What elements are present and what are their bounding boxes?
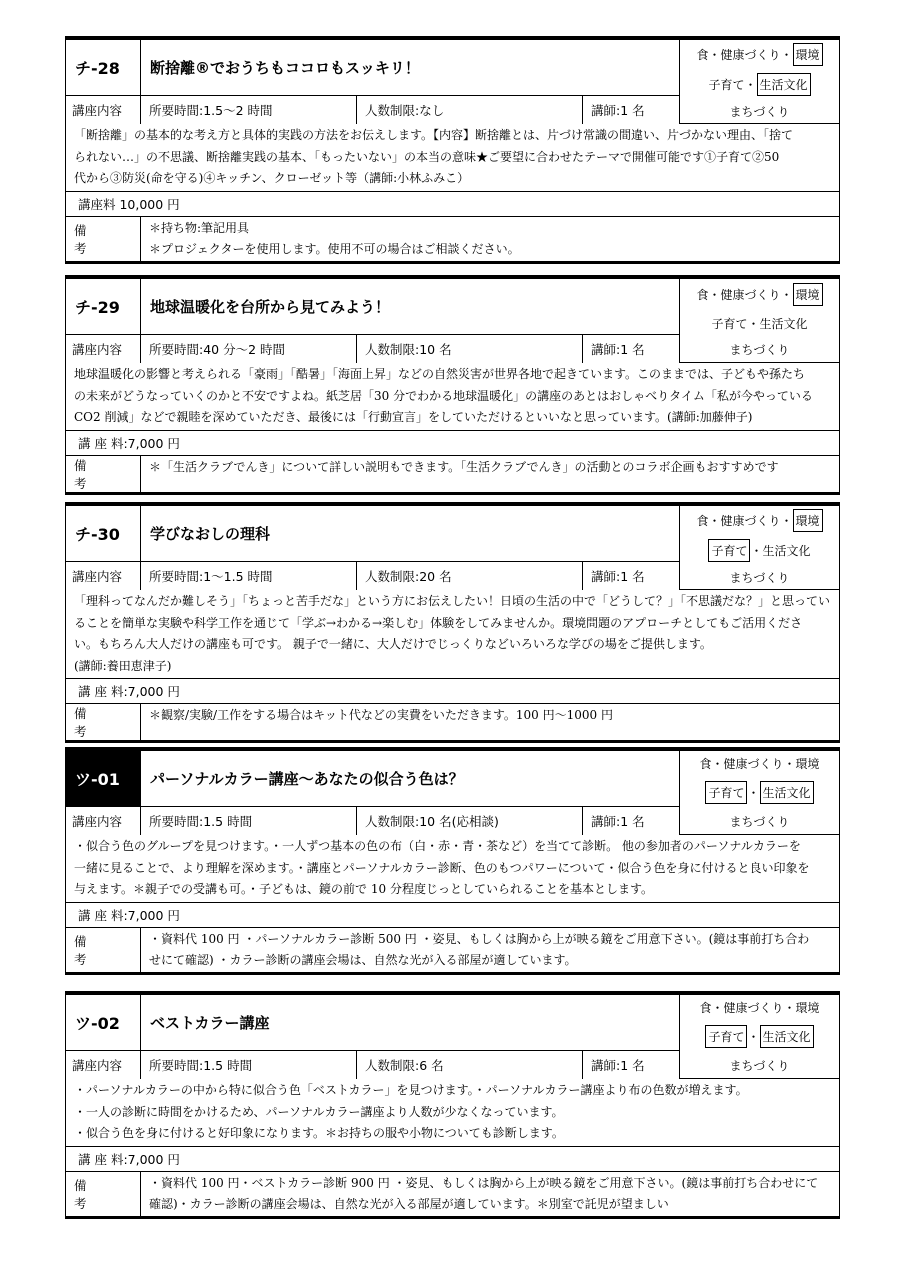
category-environment-selected: 環境: [793, 283, 823, 306]
remarks-line: ＊「生活クラブでんき」について詳しい説明もできます。「生活クラブでんき」の活動とのコラボ企画もおすすめです: [149, 459, 779, 474]
course-card-tsu-01: [65, 747, 840, 975]
content-label: 講座内容: [66, 96, 141, 124]
category-food-health: 食・健康づくり・: [699, 757, 796, 772]
remarks-line: ＊観察/実験/工作をする場合はキット代などの実費をいただきます。100 円〜1000 円: [149, 708, 613, 722]
course-description: [66, 363, 839, 431]
course-code: チ-29: [66, 279, 141, 334]
course-description: [66, 1079, 839, 1147]
category-life-culture-selected: 生活文化: [757, 73, 811, 96]
description-line: られない…」の不思議、断捨離実践の基本、「もったいない」の本当の意味★ご要望に合わせたテーマで開催可能です①子育て②50: [74, 149, 780, 164]
category-separator: ・: [750, 543, 763, 558]
duration: 所要時間:40 分〜2 時間: [141, 335, 357, 363]
course-fee: 講 座 料:7,000 円: [78, 435, 180, 451]
category-environment: 環境: [795, 1001, 820, 1016]
description-line: 地球温暖化の影響と考えられる「豪雨」「酷暑」「海面上昇」などの自然災害が世界各地で起きています。このままでは、子どもや孫たち: [74, 367, 806, 381]
description-line: 与えます。＊親子での受講も可。・子どもは、鏡の前で 10 分程度じっとしていられることを基本とします。: [74, 882, 653, 896]
instructor-count: 講師:1 名: [591, 103, 645, 118]
remarks-label: 備 考: [66, 704, 141, 740]
course-description: [66, 124, 839, 192]
description-line: 「断捨離」の基本的な考え方と具体的実践の方法をお伝えします。【内容】断捨離とは、片づけ常識の間違い、片づかない理由、「捨て: [74, 128, 794, 142]
course-title: 学びなおしの理科: [150, 525, 271, 543]
course-card-chi-29: [65, 275, 840, 495]
category-separator: ・: [747, 785, 760, 800]
capacity: 人数制限:10 名: [357, 335, 583, 363]
course-remarks: [141, 928, 839, 972]
description-line: ・似合う色を身に付けると好印象になります。＊お持ちの服や小物についても診断します。: [74, 1126, 564, 1140]
capacity: 人数制限:なし: [357, 96, 583, 124]
course-description: [66, 835, 839, 903]
duration: 所要時間:1.5 時間: [141, 1051, 357, 1079]
course-remarks: [141, 1172, 839, 1216]
duration: 所要時間:1〜1.5 時間: [141, 562, 357, 590]
category-food-health: 食・健康づくり・: [696, 514, 793, 529]
description-line: ることを簡単な実験や科学工作を通じて「学ぶ→わかる→楽しむ」体験をしてみませんか。環境問題のアプローチとしてもご活用くださ: [74, 615, 803, 630]
remarks-label: 備 考: [66, 1172, 141, 1216]
category-food-health: 食・健康づくり・: [696, 48, 793, 63]
course-code: ツ-01: [66, 751, 141, 806]
course-description: [66, 590, 839, 679]
category-town-development: まちづくり: [729, 570, 790, 585]
content-label: 講座内容: [66, 807, 141, 835]
category-environment-selected: 環境: [793, 43, 823, 66]
capacity: 人数制限:10 名(応相談): [357, 807, 583, 835]
course-code: チ-30: [66, 506, 141, 561]
course-code: ツ-02: [66, 995, 141, 1050]
course-title: ベストカラー講座: [150, 1014, 270, 1032]
category-childcare-selected: 子育て: [705, 781, 747, 804]
remarks-line: ・資料代 100 円・ベストカラー診断 900 円 ・姿見、もしくは胸から上が映る鏡をご用意下さい。(鏡は事前打ち合わせにて: [149, 1175, 819, 1190]
course-remarks: [141, 704, 839, 740]
category-tags: [679, 995, 839, 1079]
course-card-tsu-02: [65, 991, 840, 1219]
course-fee: 講 座 料:7,000 円: [78, 1151, 180, 1167]
description-line: ・一人の診断に時間をかけるため、パーソナルカラー講座より人数が少なくなっています。: [74, 1104, 564, 1119]
category-tags: [679, 40, 839, 124]
content-label: 講座内容: [66, 562, 141, 590]
category-life-culture: 生活文化: [762, 543, 811, 558]
category-separator: ・: [747, 1029, 760, 1044]
remarks-label: 備 考: [66, 456, 141, 492]
category-childcare: 子育て: [708, 77, 745, 92]
category-food-health: 食・健康づくり・: [696, 288, 793, 303]
description-line: 一緒に見ることで、より理解を深めます。・講座とパーソナルカラー診断、色のもつパワーについて・似合う色を身に付けると良い印象を: [74, 860, 810, 875]
category-town-development: まちづくり: [729, 342, 790, 357]
description-line: の未来がどうなっていくのかと不安ですよね。紙芝居「30 分でわかる地球温暖化」の講座のあとはおしゃべりタイム「私が今やっている: [74, 388, 813, 403]
instructor-count: 講師:1 名: [591, 569, 645, 584]
duration: 所要時間:1.5 時間: [141, 807, 357, 835]
course-title: パーソナルカラー講座〜あなたの似合う色は？: [150, 770, 464, 788]
remarks-line: せにて確認) ・カラー診断の講座会場は、自然な光が入る部屋が適しています。: [149, 952, 577, 967]
course-fee: 講 座 料:7,000 円: [78, 684, 180, 699]
category-childcare-selected: 子育て: [708, 539, 750, 562]
category-town-development: まちづくり: [729, 814, 790, 829]
category-tags: [679, 751, 839, 835]
course-code: チ-28: [66, 40, 141, 95]
capacity: 人数制限:20 名: [357, 562, 583, 590]
capacity: 人数制限:6 名: [357, 1051, 583, 1079]
description-line: 代から③防災(命を守る)④キッチン、クローゼット等（講師:小林ふみこ）: [74, 171, 470, 185]
description-line: 「理科ってなんだか難しそう」「ちょっと苦手だな」という方にお伝えしたい！日頃の生活の中で「どうして？」「不思議だな？」と思ってい: [74, 594, 831, 608]
category-life-culture-selected: 生活文化: [760, 1025, 814, 1048]
description-line: い。もちろん大人だけの講座も可です。 親子で一緒に、大人だけでじっくりなどいろいろな学びの場をご提供します。: [74, 637, 712, 651]
category-separator: ・: [744, 77, 757, 92]
course-title: 地球温暖化を台所から見てみよう！: [150, 298, 391, 316]
course-card-chi-28: [65, 36, 840, 264]
category-life-culture: 生活文化: [759, 316, 808, 331]
category-childcare-selected: 子育て: [705, 1025, 747, 1048]
category-food-health: 食・健康づくり・: [699, 1001, 796, 1016]
instructor-count: 講師:1 名: [591, 814, 645, 829]
category-town-development: まちづくり: [729, 104, 790, 119]
remarks-line: ・資料代 100 円 ・パーソナルカラー診断 500 円 ・姿見、もしくは胸から上が映る鏡をご用意下さい。(鏡は事前打ち合わ: [149, 931, 810, 946]
course-title: 断捨離®でおうちもココロもスッキリ！: [150, 59, 420, 77]
description-line: (講師:養田恵津子): [74, 658, 172, 673]
instructor-count: 講師:1 名: [591, 342, 645, 357]
remarks-line: ＊プロジェクターを使用します。使用不可の場合はご相談ください。: [149, 241, 520, 256]
content-label: 講座内容: [66, 1051, 141, 1079]
duration: 所要時間:1.5〜2 時間: [141, 96, 357, 124]
course-fee: 講座料 10,000 円: [78, 196, 180, 212]
description-line: ・似合う色のグループを見つけます。・一人ずつ基本の色の布（白・赤・青・茶など）を当てて診断。 他の参加者のパーソナルカラーを: [74, 839, 801, 853]
description-line: ・パーソナルカラーの中から特に似合う色「ベストカラー」を見つけます。・パーソナルカラー講座より布の色数が増えます。: [74, 1083, 748, 1097]
category-tags: [679, 279, 839, 363]
remarks-line: 確認)・カラー診断の講座会場は、自然な光が入る部屋が適しています。＊別室で託児が望ましい: [149, 1196, 669, 1211]
course-fee: 講 座 料:7,000 円: [78, 907, 180, 923]
category-environment: 環境: [795, 757, 820, 772]
description-line: CO2 削減」などで親睦を深めていただき、最後には「行動宣言」をしていただけるといいなと思っています。(講師:加藤伸子): [74, 410, 753, 424]
category-environment-selected: 環境: [793, 509, 823, 532]
category-childcare: 子育て: [711, 316, 748, 331]
category-town-development: まちづくり: [729, 1058, 790, 1073]
remarks-line: ＊持ち物:筆記用具: [149, 220, 250, 235]
course-remarks: [141, 456, 839, 492]
category-tags: [679, 506, 839, 590]
category-separator: ・: [747, 316, 760, 331]
course-remarks: [141, 217, 839, 261]
remarks-label: 備 考: [66, 928, 141, 972]
content-label: 講座内容: [66, 335, 141, 363]
instructor-count: 講師:1 名: [591, 1058, 645, 1073]
remarks-label: 備 考: [66, 217, 141, 261]
course-card-chi-30: [65, 502, 840, 743]
category-life-culture-selected: 生活文化: [760, 781, 814, 804]
